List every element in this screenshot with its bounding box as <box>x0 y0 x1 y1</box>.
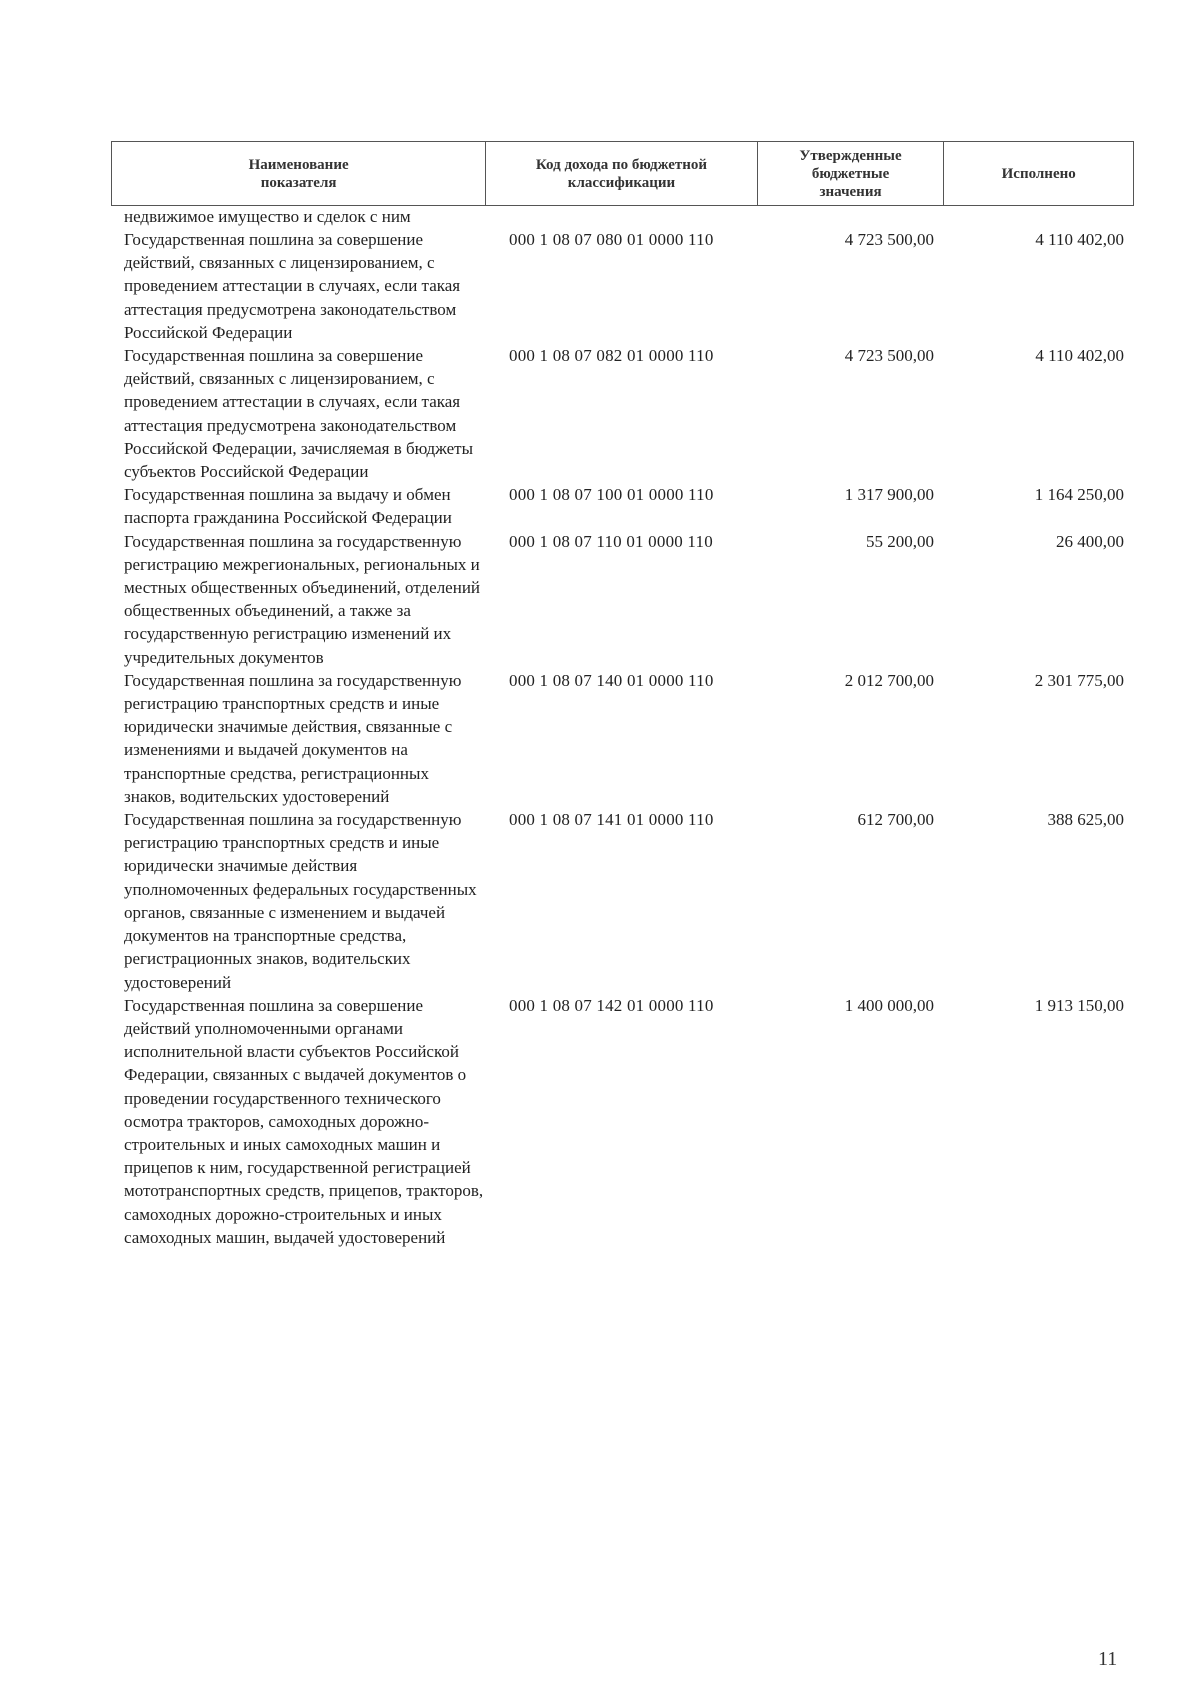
row-code: 000 1 08 07 080 01 0000 110 <box>509 230 714 249</box>
row-executed: 1 913 150,00 <box>1034 995 1124 1015</box>
header-name-label: Наименование показателя <box>248 156 349 191</box>
row-executed: 26 400,00 <box>1056 531 1124 551</box>
table-row <box>124 530 1124 669</box>
row-approved: 2 012 700,00 <box>844 670 934 690</box>
row-executed: 388 625,00 <box>1047 810 1124 830</box>
header-approved-label: Утвержденные бюджетные значения <box>799 147 902 200</box>
row-approved: 612 700,00 <box>857 810 934 830</box>
row-code: 000 1 08 07 082 01 0000 110 <box>509 346 714 366</box>
table-header <box>111 141 1134 206</box>
continuation-text: недвижимое имущество и сделок с ним <box>124 207 411 226</box>
row-code: 000 1 08 07 142 01 0000 110 <box>509 995 714 1015</box>
table-row <box>124 228 1124 344</box>
header-executed-column <box>944 142 1133 205</box>
row-name: Государственная пошлина за совершение действий уполномоченными органами исполнительной власти субъектов Российской Федерации, связанных с выдачей документов о проведении государственного технического осмотра тракторов, самоходных дорожно-строительных и иных самоходных машин и прицепов к ним, государственной регистрацией мототранспортных средств, прицепов, тракторов, самоходных дорожно-строительных и иных самоходных машин, выдачей удостоверений <box>124 995 484 1247</box>
header-code-column <box>486 142 757 205</box>
row-code: 000 1 08 07 110 01 0000 110 <box>509 531 713 551</box>
header-executed-label: Исполнено <box>1001 165 1076 182</box>
row-name: Государственная пошлина за государственную регистрацию транспортных средств и иные юридически значимые действия уполномоченных федеральных государственных органов, связанные с изменением и выдачей документов на транспортные средства, регистрационных знаков, водительских удостоверений <box>124 810 477 992</box>
row-code: 000 1 08 07 100 01 0000 110 <box>509 485 714 505</box>
row-approved: 1 317 900,00 <box>844 485 934 505</box>
table-row <box>124 669 1124 808</box>
table-row <box>124 994 1124 1249</box>
row-name: Государственная пошлина за выдачу и обмен паспорта гражданина Российской Федерации <box>124 485 452 528</box>
row-code: 000 1 08 07 141 01 0000 110 <box>509 810 714 830</box>
row-executed: 2 301 775,00 <box>1034 670 1124 690</box>
page-number: 11 <box>1098 1648 1118 1670</box>
table-row <box>124 808 1124 994</box>
row-name: Государственная пошлина за государственную регистрацию межрегиональных, региональных и местных общественных объединений, отделений общественных объединений, а также за государственную регистрацию изменений их учредительных документов <box>124 531 481 667</box>
row-approved: 4 723 500,00 <box>844 230 934 249</box>
row-approved: 55 200,00 <box>866 531 934 551</box>
table-row <box>124 483 1124 529</box>
row-executed: 4 110 402,00 <box>1035 346 1124 366</box>
row-approved: 1 400 000,00 <box>844 995 934 1015</box>
row-code: 000 1 08 07 140 01 0000 110 <box>509 670 714 690</box>
header-approved-column <box>758 142 945 205</box>
row-name: Государственная пошлина за государственную регистрацию транспортных средств и иные юридически значимые действия, связанные с изменениями и выдачей документов на транспортные средства, регистрационных знаков, водительских удостоверений <box>124 670 462 806</box>
table-row <box>124 344 1124 483</box>
row-approved: 4 723 500,00 <box>844 346 934 366</box>
row-executed: 4 110 402,00 <box>1035 230 1124 249</box>
header-code-label: Код дохода по бюджетной классификации <box>535 156 708 191</box>
table-body <box>124 228 1124 1249</box>
header-name-column <box>112 142 486 205</box>
row-name: Государственная пошлина за совершение действий, связанных с лицензированием, с проведением аттестации в случаях, если такая аттестация предусмотрена законодательством Российской Федерации, зачисляемая в бюджеты субъектов Российской Федерации <box>124 346 474 482</box>
row-executed: 1 164 250,00 <box>1034 485 1124 505</box>
row-name: Государственная пошлина за совершение действий, связанных с лицензированием, с проведением аттестации в случаях, если такая аттестация предусмотрена законодательством Российской Федерации <box>124 230 461 342</box>
